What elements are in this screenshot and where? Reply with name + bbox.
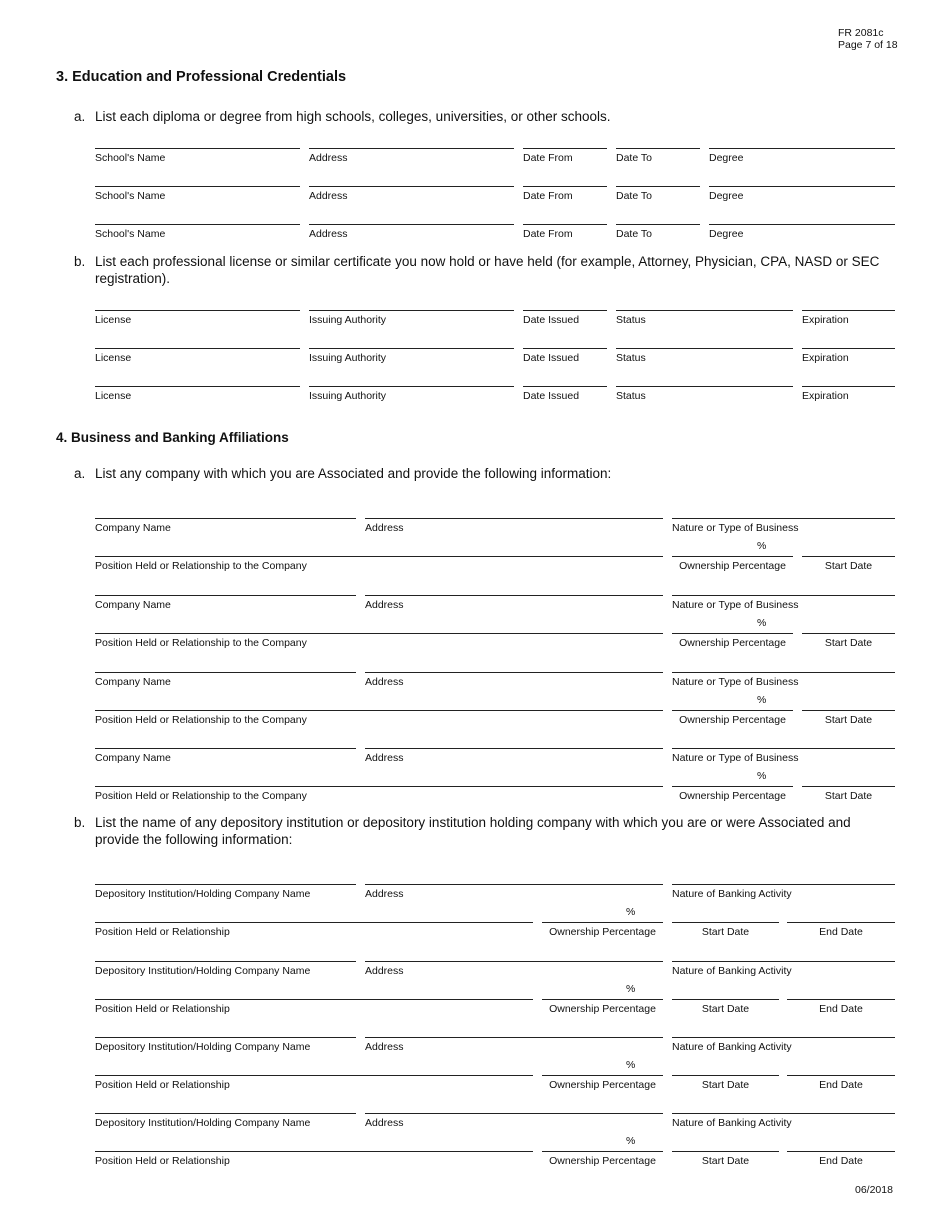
top-field-input[interactable]	[365, 864, 663, 884]
top-field-input[interactable]	[95, 575, 356, 595]
start-date-label: Start Date	[701, 1003, 750, 1015]
section-4a-letter: a.	[74, 466, 86, 481]
form-id: FR 2081c	[838, 27, 884, 39]
underline	[523, 148, 607, 149]
underline	[802, 310, 895, 311]
date-issued-label: Date Issued	[523, 314, 580, 326]
underline	[95, 884, 356, 885]
date-from-input[interactable]	[523, 166, 607, 186]
address-label: Address	[365, 676, 404, 688]
section-4b-instructions: List the name of any depository institution or depository institution holding company with which you are or were Associated and provide the following information:	[95, 815, 851, 847]
bottom-field-input[interactable]	[802, 536, 895, 556]
underline	[802, 348, 895, 349]
license-label: License	[95, 352, 132, 364]
top-field-input[interactable]	[365, 941, 663, 961]
bottom-field-input[interactable]	[672, 902, 779, 922]
underline	[95, 386, 300, 387]
position-held-or-relationship-to-the-company-label: Position Held or Relationship to the Company	[95, 714, 307, 726]
position-held-or-relationship-to-the-company-label: Position Held or Relationship to the Company	[95, 637, 307, 649]
date-from-label: Date From	[523, 190, 573, 202]
expiration-label: Expiration	[802, 390, 849, 402]
underline	[709, 224, 895, 225]
date-issued-input[interactable]	[523, 328, 607, 348]
date-issued-input[interactable]	[523, 366, 607, 386]
top-field-input[interactable]	[95, 864, 356, 884]
underline	[672, 518, 895, 519]
top-field-input[interactable]	[672, 575, 895, 595]
bottom-field-input[interactable]	[672, 1055, 779, 1075]
top-field-input[interactable]	[95, 728, 356, 748]
nature-or-type-of-business-label: Nature or Type of Business	[672, 752, 799, 764]
company-name-label: Company Name	[95, 599, 171, 611]
bottom-field-input[interactable]	[542, 1055, 663, 1075]
position-held-or-relationship-to-the-company-label: Position Held or Relationship to the Company	[95, 560, 307, 572]
ownership-percentage-label: Ownership Percentage	[549, 1003, 656, 1015]
underline	[709, 186, 895, 187]
section-3b-letter: b.	[74, 254, 86, 269]
school-s-name-input[interactable]	[95, 204, 300, 224]
start-date-label: Start Date	[824, 560, 873, 572]
date-issued-label: Date Issued	[523, 352, 580, 364]
school-s-name-label: School's Name	[95, 152, 166, 164]
percent-sign: %	[626, 906, 636, 918]
school-s-name-input[interactable]	[95, 128, 300, 148]
top-field-input[interactable]	[672, 1017, 895, 1037]
underline	[95, 310, 300, 311]
date-to-label: Date To	[616, 228, 652, 240]
bottom-field-input[interactable]	[95, 690, 663, 710]
underline	[95, 672, 356, 673]
underline	[523, 186, 607, 187]
percent-sign: %	[757, 540, 767, 552]
expiration-input[interactable]	[802, 366, 895, 386]
underline	[309, 224, 514, 225]
status-input[interactable]	[616, 366, 793, 386]
underline	[95, 786, 663, 787]
address-label: Address	[365, 599, 404, 611]
underline	[365, 595, 663, 596]
top-field-input[interactable]	[95, 941, 356, 961]
ownership-percentage-label: Ownership Percentage	[679, 560, 786, 572]
underline	[523, 224, 607, 225]
degree-input[interactable]	[709, 166, 895, 186]
underline	[672, 710, 793, 711]
underline	[95, 148, 300, 149]
page-number: Page 7 of 18	[838, 39, 898, 51]
underline	[672, 922, 779, 923]
underline	[95, 1037, 356, 1038]
date-issued-input[interactable]	[523, 290, 607, 310]
underline	[787, 922, 895, 923]
bottom-field-input[interactable]	[787, 1055, 895, 1075]
school-s-name-label: School's Name	[95, 228, 166, 240]
underline	[365, 961, 663, 962]
address-input[interactable]	[309, 166, 514, 186]
depository-institution-holding-company-name-label: Depository Institution/Holding Company Name	[95, 965, 311, 977]
underline	[365, 518, 663, 519]
top-field-input[interactable]	[365, 652, 663, 672]
address-label: Address	[365, 888, 404, 900]
start-date-label: Start Date	[824, 790, 873, 802]
bottom-field-input[interactable]	[95, 979, 533, 999]
address-label: Address	[309, 152, 348, 164]
address-input[interactable]	[309, 204, 514, 224]
underline	[542, 1151, 663, 1152]
underline	[672, 1151, 779, 1152]
percent-sign: %	[757, 617, 767, 629]
section-3-title: 3. Education and Professional Credentials	[56, 69, 347, 85]
start-date-label: Start Date	[701, 1155, 750, 1167]
underline	[672, 595, 895, 596]
status-label: Status	[616, 352, 646, 364]
underline	[787, 999, 895, 1000]
underline	[309, 148, 514, 149]
license-label: License	[95, 314, 132, 326]
bottom-field-input[interactable]	[95, 613, 663, 633]
underline	[542, 1075, 663, 1076]
top-field-input[interactable]	[365, 498, 663, 518]
underline	[95, 186, 300, 187]
end-date-label: End Date	[819, 1155, 863, 1167]
top-field-input[interactable]	[672, 728, 895, 748]
date-issued-label: Date Issued	[523, 390, 580, 402]
bottom-field-input[interactable]	[787, 902, 895, 922]
underline	[672, 633, 793, 634]
school-s-name-input[interactable]	[95, 166, 300, 186]
underline	[95, 556, 663, 557]
underline	[523, 310, 607, 311]
company-name-label: Company Name	[95, 522, 171, 534]
nature-or-type-of-business-label: Nature or Type of Business	[672, 599, 799, 611]
top-field-input[interactable]	[672, 1093, 895, 1113]
address-label: Address	[365, 522, 404, 534]
bottom-field-input[interactable]	[672, 613, 793, 633]
bottom-field-input[interactable]	[542, 1131, 663, 1151]
underline	[672, 1075, 779, 1076]
underline	[523, 386, 607, 387]
address-input[interactable]	[309, 128, 514, 148]
date-to-input[interactable]	[616, 204, 700, 224]
degree-label: Degree	[709, 190, 744, 202]
revision-date: 06/2018	[855, 1184, 893, 1196]
bottom-field-input[interactable]	[787, 1131, 895, 1151]
position-held-or-relationship-label: Position Held or Relationship	[95, 926, 230, 938]
underline	[542, 922, 663, 923]
top-field-input[interactable]	[365, 1093, 663, 1113]
underline	[309, 186, 514, 187]
underline	[672, 1113, 895, 1114]
top-field-input[interactable]	[672, 941, 895, 961]
issuing-authority-input[interactable]	[309, 366, 514, 386]
end-date-label: End Date	[819, 926, 863, 938]
expiration-input[interactable]	[802, 290, 895, 310]
school-s-name-label: School's Name	[95, 190, 166, 202]
license-input[interactable]	[95, 366, 300, 386]
ownership-percentage-label: Ownership Percentage	[549, 1155, 656, 1167]
degree-label: Degree	[709, 152, 744, 164]
section-3a-instructions: List each diploma or degree from high schools, colleges, universities, or other schools.	[95, 109, 611, 124]
bottom-field-input[interactable]	[95, 536, 663, 556]
date-from-input[interactable]	[523, 128, 607, 148]
underline	[616, 148, 700, 149]
address-label: Address	[365, 752, 404, 764]
issuing-authority-input[interactable]	[309, 290, 514, 310]
status-input[interactable]	[616, 290, 793, 310]
position-held-or-relationship-label: Position Held or Relationship	[95, 1079, 230, 1091]
ownership-percentage-label: Ownership Percentage	[679, 714, 786, 726]
expiration-label: Expiration	[802, 352, 849, 364]
license-input[interactable]	[95, 290, 300, 310]
nature-of-banking-activity-label: Nature of Banking Activity	[672, 1041, 792, 1053]
underline	[787, 1151, 895, 1152]
top-field-input[interactable]	[95, 1093, 356, 1113]
license-input[interactable]	[95, 328, 300, 348]
section-3a-letter: a.	[74, 109, 86, 124]
start-date-label: Start Date	[701, 1079, 750, 1091]
underline	[95, 999, 533, 1000]
underline	[309, 310, 514, 311]
underline	[672, 748, 895, 749]
depository-institution-holding-company-name-label: Depository Institution/Holding Company Name	[95, 1117, 311, 1129]
address-label: Address	[365, 1041, 404, 1053]
end-date-label: End Date	[819, 1079, 863, 1091]
nature-of-banking-activity-label: Nature of Banking Activity	[672, 965, 792, 977]
bottom-field-input[interactable]	[542, 902, 663, 922]
depository-institution-holding-company-name-label: Depository Institution/Holding Company Name	[95, 1041, 311, 1053]
bottom-field-input[interactable]	[95, 1055, 533, 1075]
underline	[616, 348, 793, 349]
bottom-field-input[interactable]	[802, 766, 895, 786]
date-from-label: Date From	[523, 228, 573, 240]
underline	[672, 961, 895, 962]
bottom-field-input[interactable]	[95, 766, 663, 786]
ownership-percentage-label: Ownership Percentage	[679, 790, 786, 802]
underline	[365, 884, 663, 885]
issuing-authority-label: Issuing Authority	[309, 390, 387, 402]
percent-sign: %	[757, 694, 767, 706]
top-field-input[interactable]	[672, 498, 895, 518]
underline	[95, 518, 356, 519]
ownership-percentage-label: Ownership Percentage	[549, 926, 656, 938]
top-field-input[interactable]	[672, 864, 895, 884]
expiration-label: Expiration	[802, 314, 849, 326]
bottom-field-input[interactable]	[802, 690, 895, 710]
nature-of-banking-activity-label: Nature of Banking Activity	[672, 888, 792, 900]
underline	[95, 1151, 533, 1152]
start-date-label: Start Date	[824, 714, 873, 726]
percent-sign: %	[757, 770, 767, 782]
status-label: Status	[616, 390, 646, 402]
start-date-label: Start Date	[701, 926, 750, 938]
underline	[365, 672, 663, 673]
underline	[672, 556, 793, 557]
underline	[365, 748, 663, 749]
section-3b-instructions: List each professional license or similar certificate you now hold or have held (for example, Attorney, Physician, CPA, NASD or SEC registration).	[95, 254, 880, 286]
date-from-input[interactable]	[523, 204, 607, 224]
underline	[95, 1113, 356, 1114]
bottom-field-input[interactable]	[672, 1131, 779, 1151]
ownership-percentage-label: Ownership Percentage	[549, 1079, 656, 1091]
underline	[787, 1075, 895, 1076]
underline	[672, 884, 895, 885]
issuing-authority-label: Issuing Authority	[309, 314, 387, 326]
top-field-input[interactable]	[95, 498, 356, 518]
address-label: Address	[365, 965, 404, 977]
underline	[95, 595, 356, 596]
license-label: License	[95, 390, 132, 402]
underline	[542, 999, 663, 1000]
underline	[802, 710, 895, 711]
percent-sign: %	[626, 983, 636, 995]
company-name-label: Company Name	[95, 676, 171, 688]
underline	[309, 386, 514, 387]
bottom-field-input[interactable]	[95, 1131, 533, 1151]
underline	[802, 386, 895, 387]
underline	[95, 748, 356, 749]
underline	[523, 348, 607, 349]
end-date-label: End Date	[819, 1003, 863, 1015]
position-held-or-relationship-label: Position Held or Relationship	[95, 1003, 230, 1015]
section-4-title: 4. Business and Banking Affiliations	[56, 430, 289, 445]
address-label: Address	[309, 228, 348, 240]
issuing-authority-label: Issuing Authority	[309, 352, 387, 364]
position-held-or-relationship-label: Position Held or Relationship	[95, 1155, 230, 1167]
depository-institution-holding-company-name-label: Depository Institution/Holding Company Name	[95, 888, 311, 900]
company-name-label: Company Name	[95, 752, 171, 764]
underline	[95, 922, 533, 923]
underline	[616, 386, 793, 387]
section-4b-letter: b.	[74, 815, 86, 830]
degree-input[interactable]	[709, 128, 895, 148]
bottom-field-input[interactable]	[672, 690, 793, 710]
bottom-field-input[interactable]	[95, 902, 533, 922]
bottom-field-input[interactable]	[672, 979, 779, 999]
underline	[95, 961, 356, 962]
top-field-input[interactable]	[95, 1017, 356, 1037]
top-field-input[interactable]	[672, 652, 895, 672]
underline	[95, 348, 300, 349]
underline	[672, 672, 895, 673]
underline	[802, 633, 895, 634]
bottom-field-input[interactable]	[787, 979, 895, 999]
degree-label: Degree	[709, 228, 744, 240]
bottom-field-input[interactable]	[542, 979, 663, 999]
address-label: Address	[365, 1117, 404, 1129]
date-from-label: Date From	[523, 152, 573, 164]
underline	[95, 1075, 533, 1076]
nature-of-banking-activity-label: Nature of Banking Activity	[672, 1117, 792, 1129]
status-input[interactable]	[616, 328, 793, 348]
expiration-input[interactable]	[802, 328, 895, 348]
underline	[802, 786, 895, 787]
underline	[616, 186, 700, 187]
underline	[616, 310, 793, 311]
address-label: Address	[309, 190, 348, 202]
percent-sign: %	[626, 1059, 636, 1071]
top-field-input[interactable]	[365, 1017, 663, 1037]
date-to-input[interactable]	[616, 166, 700, 186]
nature-or-type-of-business-label: Nature or Type of Business	[672, 676, 799, 688]
underline	[95, 710, 663, 711]
underline	[672, 999, 779, 1000]
ownership-percentage-label: Ownership Percentage	[679, 637, 786, 649]
date-to-label: Date To	[616, 190, 652, 202]
percent-sign: %	[626, 1135, 636, 1147]
top-field-input[interactable]	[365, 728, 663, 748]
bottom-field-input[interactable]	[802, 613, 895, 633]
top-field-input[interactable]	[95, 652, 356, 672]
underline	[672, 1037, 895, 1038]
date-to-label: Date To	[616, 152, 652, 164]
underline	[95, 633, 663, 634]
underline	[709, 148, 895, 149]
underline	[309, 348, 514, 349]
degree-input[interactable]	[709, 204, 895, 224]
underline	[365, 1113, 663, 1114]
nature-or-type-of-business-label: Nature or Type of Business	[672, 522, 799, 534]
underline	[616, 224, 700, 225]
underline	[672, 786, 793, 787]
status-label: Status	[616, 314, 646, 326]
top-field-input[interactable]	[365, 575, 663, 595]
underline	[95, 224, 300, 225]
bottom-field-input[interactable]	[672, 536, 793, 556]
underline	[365, 1037, 663, 1038]
bottom-field-input[interactable]	[672, 766, 793, 786]
issuing-authority-input[interactable]	[309, 328, 514, 348]
position-held-or-relationship-to-the-company-label: Position Held or Relationship to the Company	[95, 790, 307, 802]
section-4a-instructions: List any company with which you are Associated and provide the following information:	[95, 466, 612, 481]
start-date-label: Start Date	[824, 637, 873, 649]
date-to-input[interactable]	[616, 128, 700, 148]
underline	[802, 556, 895, 557]
